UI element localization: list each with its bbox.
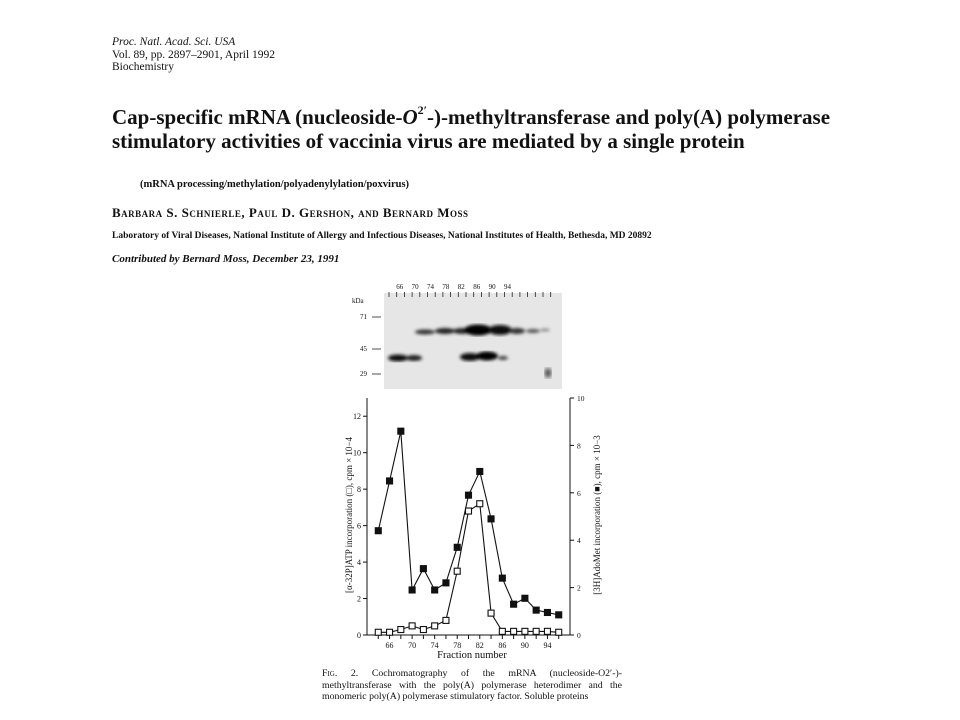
gel-lane-label: 94 bbox=[504, 283, 511, 291]
data-point-adomet bbox=[522, 595, 528, 601]
data-point-adomet bbox=[533, 607, 539, 613]
gel-kda-label: kDa bbox=[352, 297, 364, 305]
data-point-atp bbox=[443, 617, 449, 623]
data-point-atp bbox=[477, 501, 483, 507]
y-tick-label-right: 6 bbox=[577, 488, 581, 498]
journal-citation: Vol. 89, pp. 2897–2901, April 1992 bbox=[112, 48, 276, 61]
y-tick-label-right: 10 bbox=[577, 394, 585, 403]
data-point-adomet bbox=[409, 587, 415, 593]
data-point-atp bbox=[488, 610, 494, 616]
data-point-atp bbox=[387, 629, 393, 635]
affiliation: Laboratory of Viral Diseases, National Institute of Allergy and Infectious Diseases, National Institutes of Health, Bethesda, MD 20892 bbox=[112, 231, 652, 241]
data-point-adomet bbox=[375, 528, 381, 534]
data-point-adomet bbox=[420, 566, 426, 572]
data-point-atp bbox=[533, 628, 539, 634]
x-tick-label: 94 bbox=[543, 641, 552, 650]
figure-label: Fig. 2. bbox=[322, 668, 359, 679]
keywords: (mRNA processing/methylation/polyadenylylation/poxvirus) bbox=[140, 179, 410, 190]
authors: Barbara S. Schnierle, Paul D. Gershon, and Bernard Moss bbox=[112, 205, 469, 220]
figure-caption-text: Cochromatography of the mRNA (nucleoside-O2′-)-methyltransferase with the poly(A) polymerase heterodimer and the monomeric poly(A) polymerase stimulatory factor. Soluble proteins bbox=[322, 668, 622, 702]
y-axis-label-right: [3H]AdoMet incorporation (■), cpm × 10−3 bbox=[592, 435, 602, 595]
data-point-atp bbox=[522, 628, 528, 634]
y-tick-label-right: 2 bbox=[577, 583, 581, 593]
y-tick-label-left: 10 bbox=[353, 448, 361, 458]
data-point-atp bbox=[432, 623, 438, 629]
contributed-by: Contributed by Bernard Moss, December 23, 1991 bbox=[112, 253, 340, 265]
title-part-2: -)-methyltransferase and poly(A) polymerase stimulatory activities of vaccinia virus are mediated by a single protein bbox=[112, 105, 831, 153]
data-point-atp bbox=[375, 629, 381, 635]
y-tick-label-left: 4 bbox=[357, 558, 361, 568]
data-point-atp bbox=[466, 508, 472, 514]
gel-lane-label: 70 bbox=[411, 283, 419, 291]
gel-lane-label: 82 bbox=[457, 283, 465, 291]
title-superscript: 2′ bbox=[417, 103, 428, 117]
data-point-adomet bbox=[499, 575, 505, 581]
data-point-adomet bbox=[398, 428, 404, 434]
gel-lane-label: 86 bbox=[473, 283, 481, 291]
x-tick-label: 82 bbox=[475, 641, 484, 650]
data-point-adomet bbox=[454, 544, 460, 550]
data-point-adomet bbox=[511, 601, 517, 607]
y-tick-label-right: 0 bbox=[577, 631, 581, 640]
journal-name: Proc. Natl. Acad. Sci. USA bbox=[112, 36, 236, 48]
data-point-atp bbox=[420, 627, 426, 633]
data-point-adomet bbox=[432, 587, 438, 593]
data-point-adomet bbox=[387, 478, 393, 484]
y-tick-label-right: 8 bbox=[577, 441, 581, 451]
x-tick-label: 86 bbox=[498, 641, 507, 650]
data-point-adomet bbox=[556, 612, 562, 618]
gel-lane-label: 74 bbox=[427, 283, 434, 291]
y-axis-label-left: [α-32P]ATP incorporation (□), cpm × 10−4 bbox=[344, 437, 354, 593]
data-point-adomet bbox=[488, 516, 494, 522]
y-tick-label-right: 4 bbox=[577, 536, 581, 546]
x-tick-label: 78 bbox=[453, 641, 462, 650]
gel-lane-label: 90 bbox=[488, 283, 496, 291]
data-point-adomet bbox=[477, 468, 483, 474]
data-point-adomet bbox=[544, 609, 550, 615]
data-point-atp bbox=[556, 629, 562, 635]
gel-lane-label: 78 bbox=[442, 283, 450, 291]
series-line bbox=[378, 504, 558, 633]
data-point-atp bbox=[499, 628, 505, 634]
gel-lane-label: 66 bbox=[396, 283, 404, 291]
chart-series-lines bbox=[378, 431, 558, 632]
y-tick-label-left: 6 bbox=[357, 521, 361, 531]
figure-caption-region bbox=[322, 668, 632, 720]
series-line bbox=[378, 431, 558, 615]
x-tick-label: 66 bbox=[385, 641, 394, 650]
x-tick-label: 74 bbox=[430, 641, 439, 650]
gel-marker-45: 45 bbox=[360, 345, 367, 353]
x-axis-label: Fraction number bbox=[437, 650, 507, 661]
data-point-atp bbox=[454, 568, 460, 574]
data-point-atp bbox=[511, 628, 517, 634]
title-o: O bbox=[402, 105, 418, 129]
data-point-adomet bbox=[466, 492, 472, 498]
y-tick-label-left: 12 bbox=[353, 412, 361, 422]
data-point-atp bbox=[544, 628, 550, 634]
data-point-adomet bbox=[443, 580, 449, 586]
y-tick-label-left: 8 bbox=[357, 485, 361, 495]
gel-marker-29: 29 bbox=[360, 370, 367, 378]
data-point-atp bbox=[409, 623, 415, 629]
gel-marker-71: 71 bbox=[360, 313, 367, 321]
data-point-atp bbox=[398, 627, 404, 633]
y-tick-label-left: 0 bbox=[357, 631, 361, 640]
journal-section: Biochemistry bbox=[112, 61, 174, 73]
x-tick-label: 90 bbox=[520, 641, 529, 650]
figure-caption bbox=[322, 668, 622, 703]
title-part-1: Cap-specific mRNA (nucleoside- bbox=[112, 105, 403, 129]
x-tick-label: 70 bbox=[408, 641, 417, 650]
y-tick-label-left: 2 bbox=[357, 594, 361, 604]
